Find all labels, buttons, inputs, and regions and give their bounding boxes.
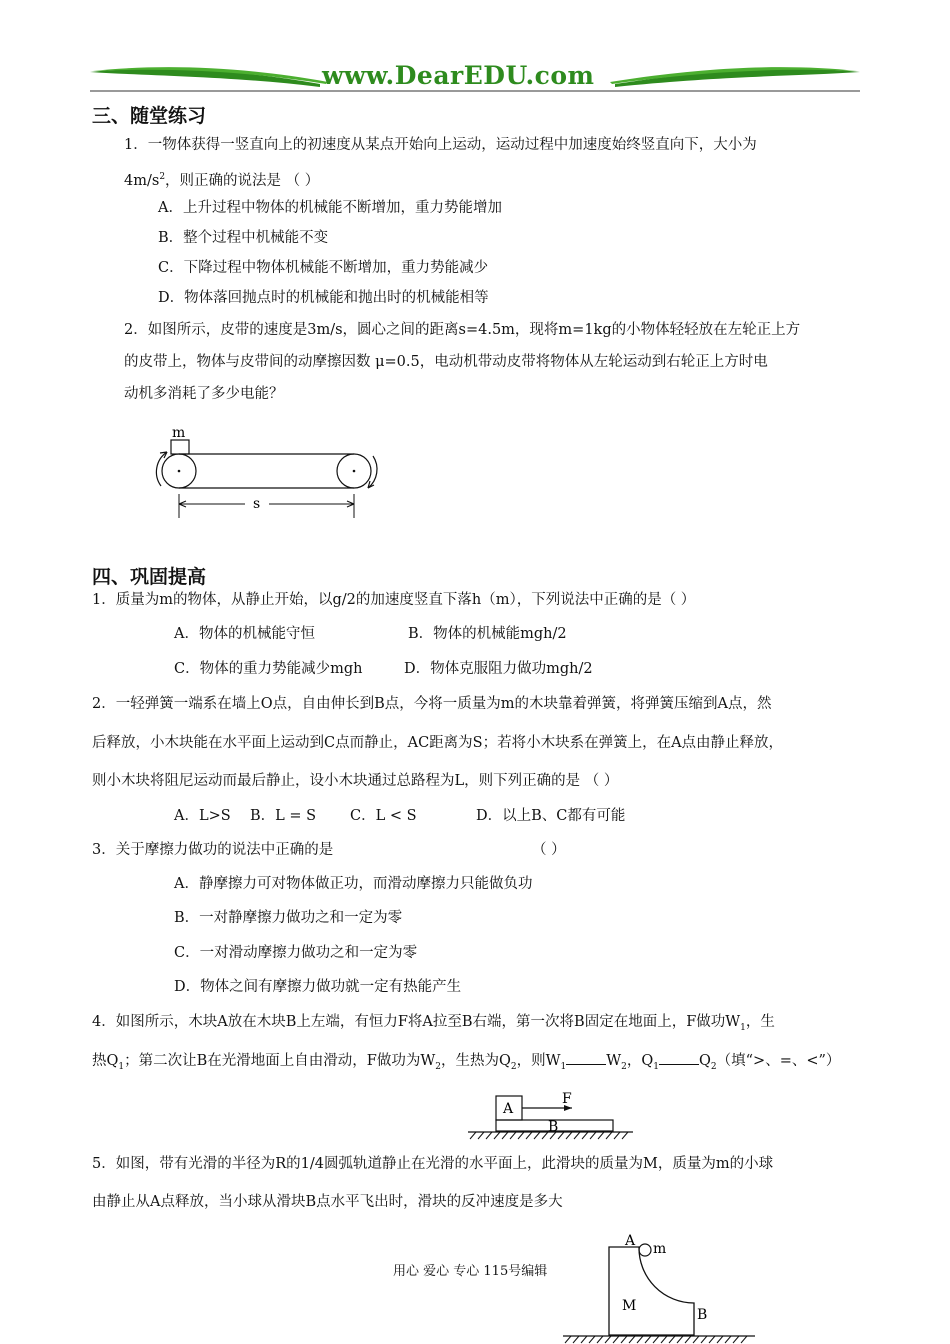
s4-q4-fill-hint: （填“>、=、<”） bbox=[716, 1053, 841, 1069]
block-a-label: A bbox=[503, 1101, 514, 1117]
s4-q4-q1-text: 热Q bbox=[92, 1053, 119, 1069]
s3-q1-line2-rest: ，则正确的说法是 （ ） bbox=[165, 172, 320, 189]
arc-slider-figure bbox=[560, 1230, 760, 1344]
point-b-label: B bbox=[697, 1307, 708, 1323]
s4-q3-option-d: D．物体之间有摩擦力做功就一定有热能产生 bbox=[174, 979, 462, 995]
small-ball bbox=[639, 1244, 651, 1256]
point-a-label: A bbox=[625, 1233, 636, 1249]
belt-mass-label: m bbox=[172, 425, 186, 441]
s4-q5-line2: 由静止从A点释放，当小球从滑块B点水平飞出时，滑块的反冲速度是多大 bbox=[92, 1194, 563, 1210]
s3-q1-option-d: D．物体落回抛点时的机械能和抛出时的机械能相等 bbox=[158, 290, 489, 306]
s4-q2-line1: 2．一轻弹簧一端系在墙上O点，自由伸长到B点，今将一质量为m的木块靠着弹簧，将弹簧压缩到A点，然 bbox=[92, 696, 772, 712]
s4-q5-line1: 5．如图，带有光滑的半径为R的1/4圆弧轨道静止在光滑的水平面上，此滑块的质量为M，质量为m的小球 bbox=[92, 1156, 774, 1172]
s4-q4-second-text: ；第二次让B在光滑地面上自由滑动，F做功为W bbox=[124, 1053, 436, 1069]
block-b-label: B bbox=[548, 1119, 559, 1135]
s4-q4-w2-sub: 2 bbox=[435, 1061, 441, 1072]
header-banner bbox=[90, 62, 860, 94]
s3-q2-line2: 的皮带上，物体与皮带间的动摩擦因数 μ=0.5，电动机带动皮带将物体从左轮运动到右轮正上方时电 bbox=[124, 354, 768, 370]
s4-q2-option-d: D．以上B、C都有可能 bbox=[476, 808, 626, 824]
s4-q4-w2b-text: W bbox=[606, 1053, 622, 1069]
s3-q1-option-a: A．上升过程中物体的机械能不断增加，重力势能增加 bbox=[158, 200, 502, 216]
s4-q3-stem: 3．关于摩擦力做功的说法中正确的是 bbox=[92, 842, 334, 858]
slider-mass-label: M bbox=[622, 1298, 637, 1314]
s4-q2-option-a: A．L>S bbox=[174, 808, 231, 824]
s4-q2-option-c: C．L < S bbox=[350, 808, 417, 824]
s4-q4-then-text: ，则W bbox=[516, 1053, 561, 1069]
s4-q1-stem: 1．质量为m的物体，从静止开始，以g/2的加速度竖直下落h（m），下列说法中正确的是（ ） bbox=[92, 592, 696, 608]
s4-q4-blank-2[interactable] bbox=[659, 1050, 699, 1065]
s3-q1-line2 bbox=[124, 167, 319, 191]
s3-q1-accel: 4m/s bbox=[124, 172, 160, 189]
s4-q4-line1-end: ，生 bbox=[745, 1014, 775, 1030]
s4-q2-line3: 则小木块将阻尼运动而最后静止，设小木块通过总路程为L，则下列正确的是 （ ） bbox=[92, 773, 619, 789]
s4-q3-option-a: A．静摩擦力可对物体做正功，而滑动摩擦力只能做负功 bbox=[174, 876, 533, 892]
belt-mass-block bbox=[171, 440, 189, 454]
section4-title: 四、巩固提高 bbox=[92, 566, 207, 588]
s4-q4-w2b-sub: 2 bbox=[621, 1061, 627, 1072]
s4-q4-heat-text: ，生热为Q bbox=[440, 1053, 511, 1069]
section3-title: 三、随堂练习 bbox=[92, 105, 207, 127]
s3-q1-option-b: B．整个过程中机械能不变 bbox=[158, 230, 329, 246]
s4-q3-option-c: C．一对滑动摩擦力做功之和一定为零 bbox=[174, 945, 418, 961]
s4-q4-q1b-sub: 1 bbox=[653, 1061, 660, 1072]
s4-q4-q1-sub: 1 bbox=[118, 1061, 125, 1072]
s4-q1-option-b: B．物体的机械能mgh/2 bbox=[408, 626, 567, 642]
blocks-figure bbox=[465, 1088, 635, 1140]
s4-q4-w1-sub: 1 bbox=[740, 1022, 746, 1033]
s4-q1-option-a: A．物体的机械能守恒 bbox=[174, 626, 315, 642]
s4-q4-q1b-text: ，Q bbox=[626, 1053, 654, 1069]
distance-label: s bbox=[253, 496, 261, 512]
s3-q1-accel-exp: 2 bbox=[159, 172, 166, 182]
s4-q1-option-d: D．物体克服阻力做功mgh/2 bbox=[404, 661, 593, 677]
s4-q4-q2b-text: Q bbox=[699, 1053, 711, 1069]
s4-q1-option-c: C．物体的重力势能减少mgh bbox=[174, 661, 363, 677]
s4-q4-line1-text: 4．如图所示，木块A放在木块B上左端，有恒力F将A拉至B右端，第一次将B固定在地面上，F做功W bbox=[92, 1014, 741, 1030]
s4-q4-line1 bbox=[92, 1012, 775, 1038]
ball-mass-label: m bbox=[653, 1241, 667, 1257]
site-logo: www.DearEDU.com bbox=[322, 61, 595, 90]
s4-q2-line2: 后释放，小木块能在水平面上运动到C点而静止，AC距离为S；若将小木块系在弹簧上，在A点由静止释放， bbox=[92, 735, 784, 751]
force-label: F bbox=[562, 1091, 572, 1107]
s4-q4-q2-sub: 2 bbox=[510, 1061, 517, 1072]
s4-q2-option-b: B．L = S bbox=[250, 808, 317, 824]
s4-q3-option-b: B．一对静摩擦力做功之和一定为零 bbox=[174, 910, 403, 926]
s4-q4-w1b-sub: 1 bbox=[560, 1061, 567, 1072]
s4-q4-line2 bbox=[92, 1050, 840, 1077]
s3-q2-line1: 2．如图所示，皮带的速度是3m/s，圆心之间的距离s=4.5m，现将m=1kg的小物体轻轻放在左轮正上方 bbox=[124, 322, 801, 338]
s3-q1-option-c: C．下降过程中物体机械能不断增加，重力势能减少 bbox=[158, 260, 489, 276]
footer-text: 用心 爱心 专心 115号编辑 bbox=[393, 1264, 548, 1279]
s3-q2-line3: 动机多消耗了多少电能？ bbox=[124, 386, 284, 402]
s4-q4-q2b-sub: 2 bbox=[710, 1061, 717, 1072]
s3-q1-line1: 1．一物体获得一竖直向上的初速度从某点开始向上运动，运动过程中加速度始终竖直向下，大小为 bbox=[124, 137, 757, 153]
slider-body bbox=[609, 1247, 694, 1335]
s4-q3-paren: （ ） bbox=[532, 842, 566, 858]
s4-q4-blank-1[interactable] bbox=[566, 1050, 606, 1065]
conveyor-belt-figure bbox=[135, 420, 395, 525]
